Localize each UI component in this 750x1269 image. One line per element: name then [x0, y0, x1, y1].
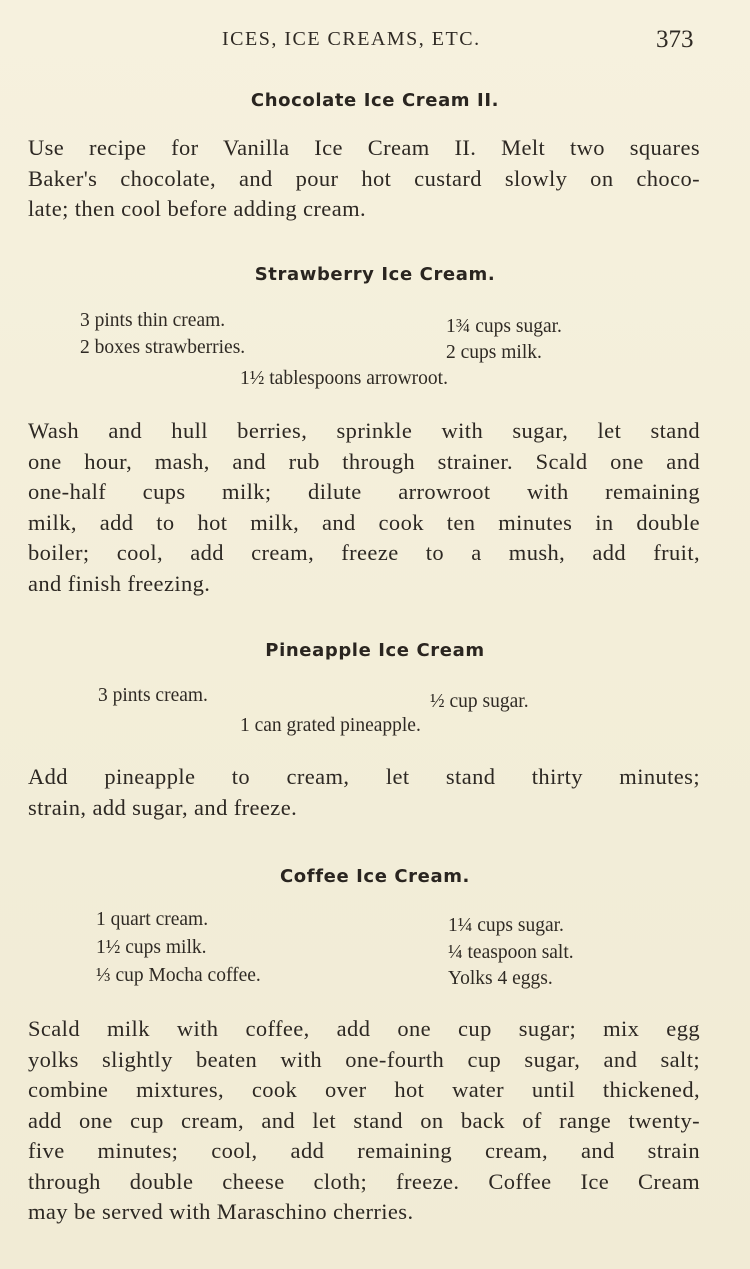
method-line: Scald milk with coffee, add one cup sugar; mix egg	[28, 1016, 700, 1041]
method-line: one hour, mash, and rub through strainer. Scald one and	[28, 448, 700, 474]
recipe-title-coffee: Coffee Ice Cream.	[280, 866, 470, 887]
ingredient-item: ½ cup sugar.	[430, 691, 529, 712]
method-line: boiler; cool, add cream, freeze to a mush, add fruit,	[28, 540, 700, 565]
method-line: through double cheese cloth; freeze. Coffee Ice Cream	[28, 1168, 700, 1194]
recipe-method-coffee	[28, 1014, 700, 1228]
method-line: Add pineapple to cream, let stand thirty minutes;	[28, 764, 700, 789]
ingredient-item: 2 boxes strawberries.	[80, 337, 246, 358]
method-line: strain, add sugar, and freeze.	[28, 794, 298, 820]
recipe-method-chocolate	[28, 133, 700, 225]
method-line: combine mixtures, cook over hot water until thickened,	[28, 1077, 700, 1102]
method-line: Use recipe for Vanilla Ice Cream II. Melt two squares	[28, 135, 700, 160]
method-line: Baker's chocolate, and pour hot custard slowly on choco-	[28, 165, 700, 191]
method-line: and finish freezing.	[28, 570, 211, 596]
ingredient-item: 3 pints cream.	[98, 685, 208, 706]
recipe-title-chocolate: Chocolate Ice Cream II.	[250, 90, 500, 111]
running-title: ICES, ICE CREAMS, ETC.	[222, 28, 481, 50]
method-line: may be served with Maraschino cherries.	[28, 1199, 414, 1224]
ingredient-item: 1½ cups milk.	[96, 937, 207, 958]
running-header	[0, 26, 750, 60]
ingredient-item: ⅓ cup Mocha coffee.	[96, 965, 261, 986]
ingredient-item: 1¾ cups sugar.	[446, 316, 562, 337]
method-line: yolks slightly beaten with one-fourth cup sugar, and salt;	[28, 1046, 700, 1072]
ingredient-item: Yolks 4 eggs.	[448, 968, 553, 989]
method-line: one-half cups milk; dilute arrowroot with remaining	[28, 479, 700, 504]
recipe-title-strawberry: Strawberry Ice Cream.	[254, 264, 496, 285]
ingredient-item: 1 can grated pineapple.	[240, 715, 421, 736]
method-line: five minutes; cool, add remaining cream, and strain	[28, 1138, 700, 1163]
page-number: 373	[656, 26, 694, 53]
method-line: add one cup cream, and let stand on back of range twenty-	[28, 1107, 700, 1133]
ingredient-item: 2 cups milk.	[446, 342, 542, 363]
recipe-title-pineapple: Pineapple Ice Cream	[265, 640, 485, 661]
recipe-method-pineapple	[28, 762, 700, 823]
ingredient-item: 1 quart cream.	[96, 909, 209, 930]
ingredient-item: 1½ tablespoons arrowroot.	[240, 368, 448, 389]
ingredient-item: 3 pints thin cream.	[80, 310, 226, 331]
method-line: milk, add to hot milk, and cook ten minutes in double	[28, 509, 700, 535]
ingredient-item: 1¼ cups sugar.	[448, 915, 564, 936]
method-line: late; then cool before adding cream.	[28, 196, 367, 221]
recipe-method-strawberry	[28, 416, 700, 599]
ingredient-item: ¼ teaspoon salt.	[448, 942, 574, 963]
method-line: Wash and hull berries, sprinkle with sugar, let stand	[28, 418, 700, 443]
